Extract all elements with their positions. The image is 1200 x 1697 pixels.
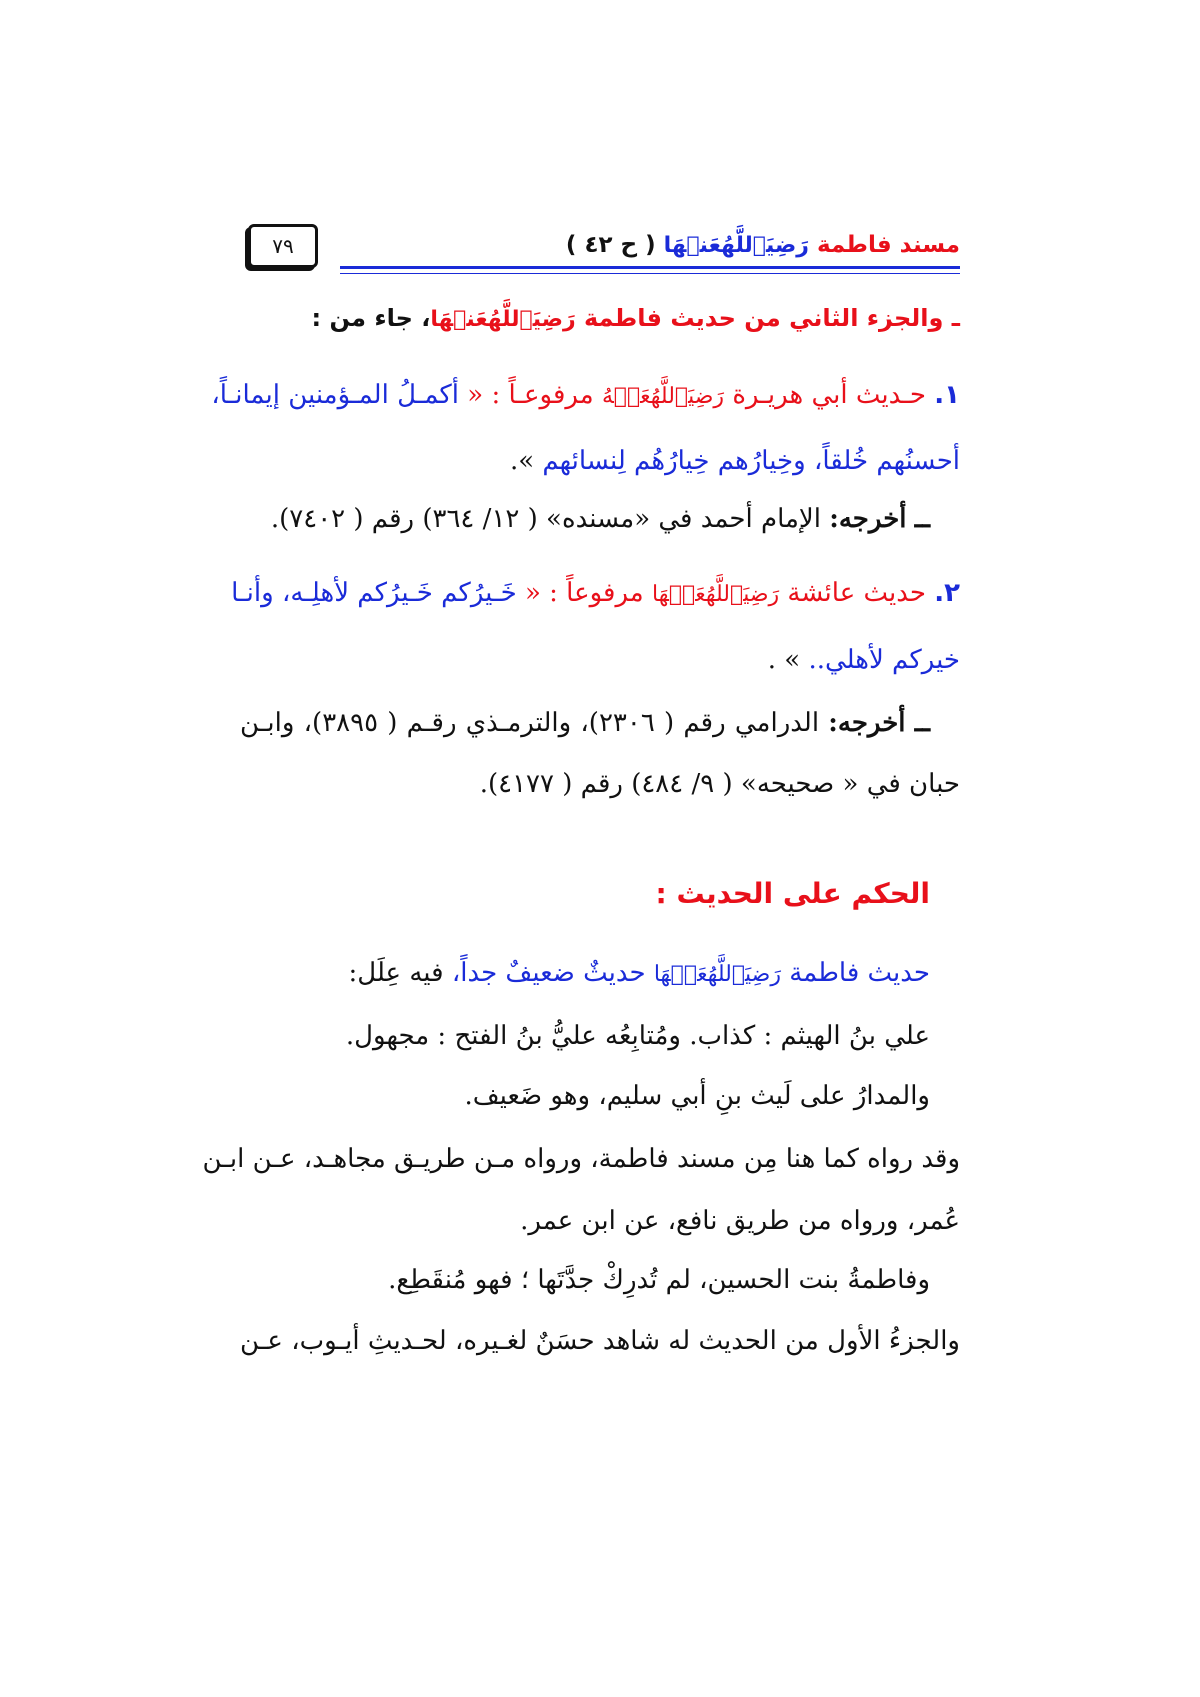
- header-rule-thin: [340, 273, 960, 274]
- ruling-p5: والجزءُ الأول من الحديث له شاهد حسَنٌ لغـيره، لحـديثِ أيـوب، عـن: [240, 1326, 960, 1356]
- ruling-p4: وفاطمةُ بنت الحسين، لم تُدرِكْ جدَّتَها ؛ فهو مُنقَطِع.: [388, 1265, 930, 1295]
- item2-marfu: مرفوعاً : «: [524, 578, 644, 608]
- item2-source-dash: ــ: [914, 708, 930, 738]
- item1-number: ١.: [934, 380, 960, 410]
- header-honorific: رَضِيَٱللَّهُعَنۡهَا: [663, 233, 809, 258]
- item2-text-b: خيركم لأهلي..: [808, 645, 960, 675]
- ruling-p3a: وقد رواه كما هنا مِن مسند فاطمة، ورواه مـن طريـق مجاهـد، عـن ابـن: [202, 1144, 960, 1174]
- intro-tail: ، جاء من :: [311, 304, 431, 332]
- item1-marfu: مرفوعـاً : «: [467, 380, 594, 410]
- item1-source-label: أخرجه:: [829, 504, 907, 534]
- intro-honorific: رَضِيَٱللَّهُعَنۡهَا: [430, 307, 576, 332]
- item2-line1: [231, 573, 960, 615]
- ruling-heading: الحكم على الحديث :: [655, 877, 930, 910]
- item2-number: ٢.: [934, 578, 960, 608]
- item1-text-b: أحسنُهم خُلقاً، وخِيارُهم خِيارُهُم لِنسائهم: [542, 446, 960, 476]
- header-title: مسند فاطمة: [816, 232, 960, 258]
- page-number-box: [248, 224, 318, 268]
- item2-source-text-b: حبان في « صحيحه» ( ٩/ ٤٨٤) رقم ( ٤١٧٧).: [479, 769, 960, 799]
- item1-line1: [211, 375, 960, 417]
- item2-line2: [240, 640, 960, 680]
- item2-source-line2: [240, 764, 960, 804]
- intro-dash: ـ: [951, 304, 960, 332]
- ruling-honorific: رَضِيَٱللَّهُعَنۡهَا: [653, 962, 781, 987]
- item1-honorific: رَضِيَٱللَّهُعَنۡهُ: [601, 384, 725, 409]
- item1-source-dash: ــ: [914, 504, 930, 534]
- item2-close: » .: [767, 645, 801, 675]
- item1-source: [240, 499, 930, 539]
- item2-text-a: خَـيرُكم خَـيرُكم لأهلِـه، وأنـا: [231, 578, 517, 608]
- ruling-p1: علي بنُ الهيثم : كذاب. ومُتابِعُه عليُّ بنُ الفتح : مجهول.: [345, 1021, 930, 1051]
- ruling-p3b: عُمر، ورواه من طريق نافع، عن ابن عمر.: [520, 1206, 960, 1236]
- item2-source-text-a: الدرامي رقم ( ٢٣٠٦)، والترمـذي رقـم ( ٣٨٩٥)، وابـن: [240, 708, 820, 738]
- ruling-lead-b: حديثٌ ضعيفٌ جداً،: [451, 958, 646, 988]
- page-number: ٧٩: [272, 234, 294, 258]
- header-rule-thick: [340, 266, 960, 269]
- item2-honorific: رَضِيَٱللَّهُعَنۡهَا: [652, 582, 780, 607]
- ruling-lead-c: فيه عِلَل:: [348, 958, 444, 988]
- item1-source-text: الإمام أحمد في «مسنده» ( ١٢/ ٣٦٤) رقم ( ٧٤٠٢).: [270, 504, 821, 534]
- section-intro: [240, 298, 960, 340]
- item2-lead: حديث عائشة: [787, 578, 926, 608]
- item1-lead: حـديث أبي هريـرة: [732, 380, 926, 410]
- ruling-lead: [240, 953, 930, 995]
- item1-close: ».: [509, 446, 535, 476]
- item2-source-line1: [240, 703, 930, 743]
- running-header: [566, 232, 960, 258]
- ruling-lead-a: حديث فاطمة: [789, 958, 930, 988]
- ruling-p2: والمدارُ على لَيث بنِ أبي سليم، وهو ضَعيف.: [464, 1081, 930, 1111]
- item1-line2: [240, 441, 960, 481]
- item1-text-a: أكمـلُ المـؤمنين إيمانـاً،: [211, 380, 460, 410]
- intro-text: والجزء الثاني من حديث فاطمة: [584, 304, 944, 332]
- item2-source-label: أخرجه:: [828, 708, 906, 738]
- header-ref: ( ح ٤٢ ): [565, 232, 656, 258]
